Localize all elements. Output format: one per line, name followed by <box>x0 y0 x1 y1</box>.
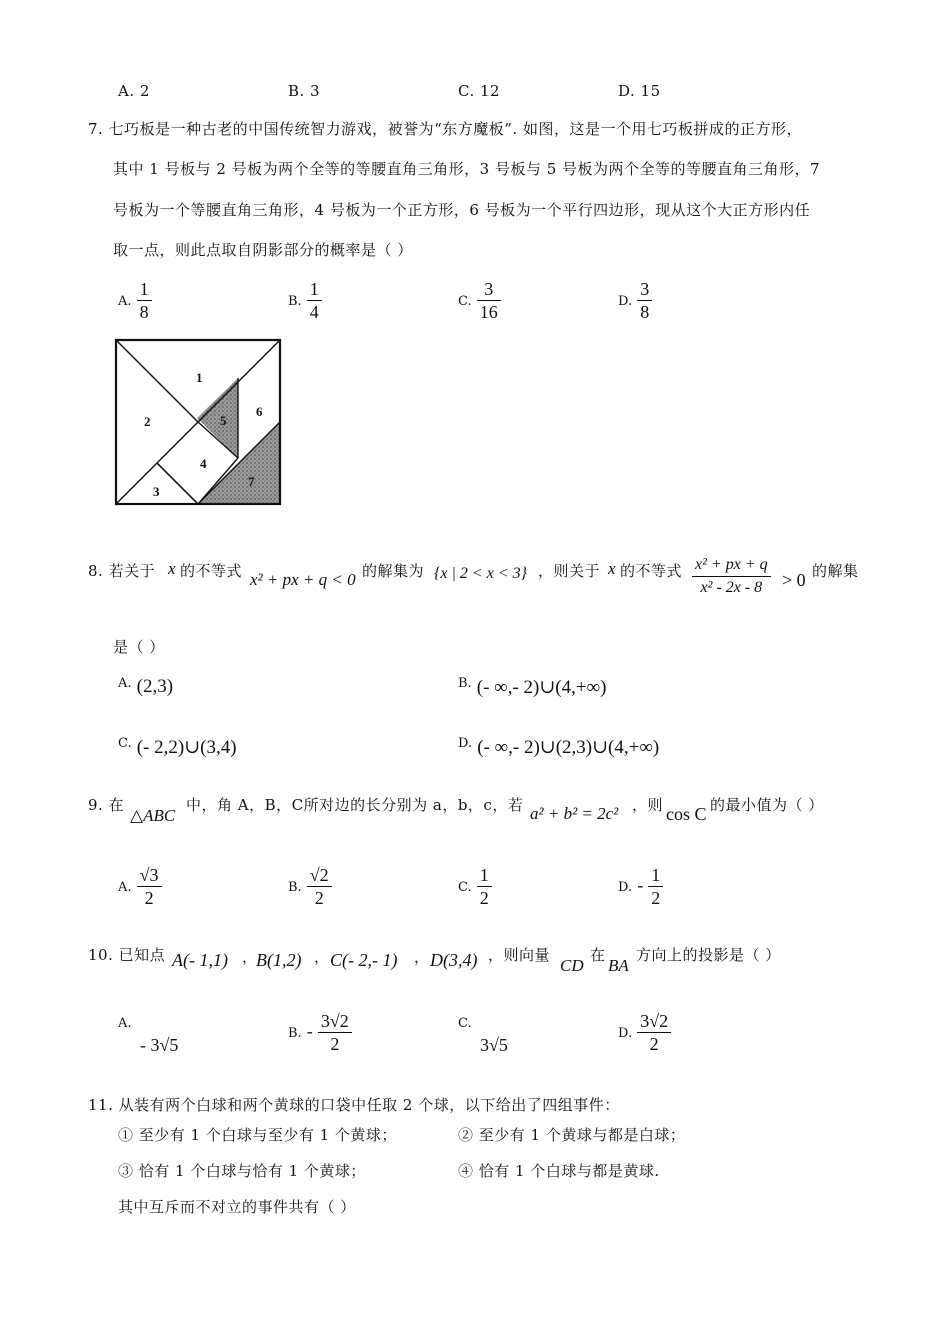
q11-event-1: ① 至少有 1 个白球与至少有 1 个黄球； <box>118 1126 397 1144</box>
q7-line-1: 7. 七巧板是一种古老的中国传统智力游戏，被誉为“东方魔板”. 如图，这是一个用七巧板拼成的正方形， <box>88 120 802 138</box>
q6-option-a: A. 2 <box>118 82 150 100</box>
q8-option-d: $^{D.}$ (- ∞,- 2)∪(2,3)∪(4,+∞) <box>458 736 660 758</box>
q11-event-3: ③ 恰有 1 个白球与恰有 1 个黄球； <box>118 1162 366 1180</box>
piece-label-4: 4 <box>200 456 207 471</box>
q11-line-1: 11. 从装有两个白球和两个黄球的口袋中任取 2 个球，以下给出了四组事件： <box>88 1096 620 1114</box>
fraction: $\frac{3}{16}$ <box>477 278 501 323</box>
q7-line-4: 取一点，则此点取自阴影部分的概率是（ ） <box>113 241 413 259</box>
piece-5-shaded <box>197 378 238 458</box>
piece-label-1: 1 <box>196 370 203 385</box>
fraction: $\frac{1}{4}$ <box>307 278 322 323</box>
fraction: $\frac{1}{8}$ <box>137 278 152 323</box>
piece-label-6: 6 <box>256 404 263 419</box>
q6-option-b: B. 3 <box>288 82 321 100</box>
q9-option-d: D. - $\frac{1}{2}$ <box>618 864 663 909</box>
q9-option-c: C. $\frac{1}{2}$ <box>458 864 492 909</box>
q11-event-2: ② 至少有 1 个黄球与都是白球； <box>458 1126 686 1144</box>
q6-option-d: D. 15 <box>618 82 661 100</box>
piece-label-2: 2 <box>144 414 151 429</box>
q8-option-c: $^{C.}$ (- 2,2)∪(3,4) <box>118 736 237 758</box>
q10-option-b: B. - $\frac{3√2}{2}$ <box>288 1010 352 1055</box>
piece-label-5: 5 <box>220 413 227 428</box>
q7-option-d: D. $\frac{3}{8}$ <box>618 278 652 323</box>
q8-line-2: 是（ ） <box>113 638 165 656</box>
q10-option-d: D. $\frac{3√2}{2}$ <box>618 1010 671 1055</box>
q8-fraction: $\frac{\text{x² + px + q}}{\text{x² - 2x - 8}}$ <box>692 554 771 599</box>
tangram-figure <box>114 338 284 510</box>
q10-option-c: $^{C.}$ 3√5 <box>458 1016 508 1055</box>
q7-option-b: B. $\frac{1}{4}$ <box>288 278 322 323</box>
q7-option-a: A. $\frac{1}{8}$ <box>118 278 152 323</box>
q7-line-3: 号板为一个等腰直角三角形，4 号板为一个正方形，6 号板为一个平行四边形，现从这个大正方形内任 <box>113 201 811 219</box>
piece-label-3: 3 <box>153 484 160 499</box>
q10-option-a: $^{A.}$ - 3√5 <box>118 1016 179 1055</box>
q7-line-2: 其中 1 号板与 2 号板为两个全等的等腰直角三角形，3 号板与 5 号板为两个全等的等腰直角三角形，7 <box>113 160 821 178</box>
q9-option-b: B. $\frac{√2}{2}$ <box>288 864 332 909</box>
q11-event-4: ④ 恰有 1 个白球与都是黄球. <box>458 1162 660 1180</box>
q6-option-c: C. 12 <box>458 82 501 100</box>
piece-label-7: 7 <box>248 474 255 489</box>
q9-option-a: A. $\frac{√3}{2}$ <box>118 864 162 909</box>
q11-last-line: 其中互斥而不对立的事件共有（ ） <box>118 1198 356 1216</box>
q8-option-b: $^{B.}$ (- ∞,- 2)∪(4,+∞) <box>458 676 607 698</box>
q8-option-a: $^{A.}$ (2,3) <box>118 676 174 697</box>
q7-option-c: C. $\frac{3}{16}$ <box>458 278 501 323</box>
fraction: $\frac{3}{8}$ <box>637 278 652 323</box>
